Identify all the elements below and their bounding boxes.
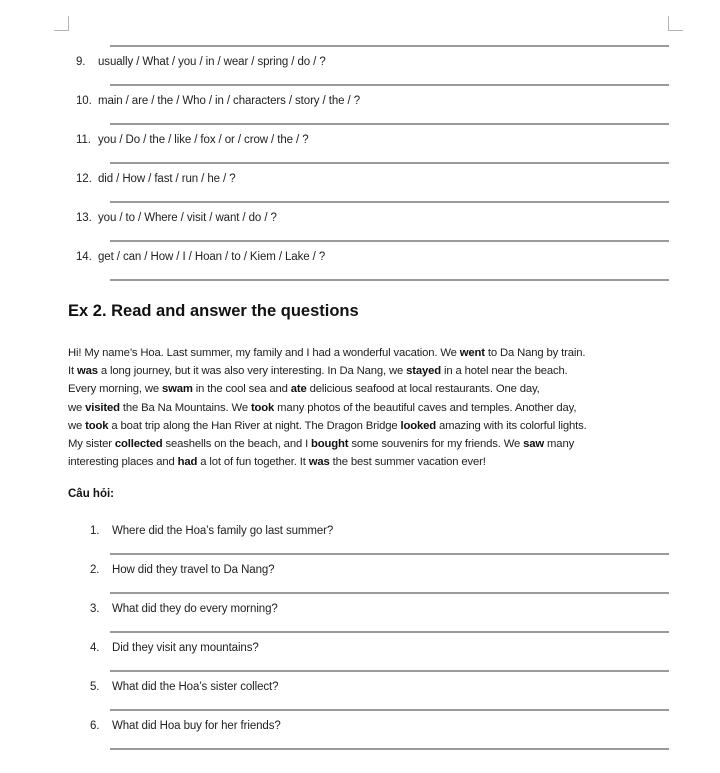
- question-item: [90, 564, 274, 576]
- question-number: 1.: [90, 525, 100, 537]
- passage-line: It was a long journey, but it was also very interesting. In Da Nang, we stayed in a hotel near the beach.: [68, 365, 568, 378]
- question-text: Did they visit any mountains?: [112, 642, 259, 654]
- question-number: 2.: [90, 564, 100, 576]
- question-text: usually / What / you / in / wear / spring / do / ?: [98, 56, 326, 68]
- question-text: How did they travel to Da Nang?: [112, 564, 275, 576]
- question-number: 6.: [90, 720, 100, 732]
- question-item: [90, 603, 278, 615]
- answer-line[interactable]: [110, 748, 669, 750]
- exercise-2-heading: Ex 2. Read and answer the questions: [68, 302, 359, 320]
- question-item: [90, 642, 259, 654]
- question-text: you / to / Where / visit / want / do / ?: [98, 212, 277, 224]
- page-corner-mark-left: [54, 16, 69, 31]
- question-item: [90, 525, 333, 537]
- question-text: What did Hoa buy for her friends?: [112, 720, 281, 732]
- answer-line[interactable]: [110, 123, 669, 125]
- question-number: 14.: [76, 251, 92, 263]
- answer-line[interactable]: [110, 84, 669, 86]
- question-number: 12.: [76, 173, 92, 185]
- question-text: Where did the Hoa’s family go last summer?: [112, 525, 334, 537]
- question-item: [76, 212, 277, 224]
- questions-label: Câu hỏi:: [68, 488, 114, 500]
- question-number: 5.: [90, 681, 100, 693]
- reading-passage: [68, 344, 673, 471]
- question-number: 9.: [76, 56, 86, 68]
- passage-line: interesting places and had a lot of fun together. It was the best summer vacation ever!: [68, 456, 486, 469]
- question-number: 13.: [76, 212, 92, 224]
- question-item: [76, 251, 325, 263]
- question-text: main / are / the / Who / in / characters / story / the / ?: [98, 95, 361, 107]
- question-item: [90, 681, 278, 693]
- question-item: [76, 134, 309, 146]
- answer-line[interactable]: [110, 45, 669, 47]
- question-item: [76, 173, 236, 185]
- question-number: 11.: [76, 134, 91, 146]
- question-text: What did the Hoa’s sister collect?: [112, 681, 279, 693]
- answer-line[interactable]: [110, 279, 669, 281]
- question-text: get / can / How / I / Hoan / to / Kiem / Lake / ?: [98, 251, 326, 263]
- answer-line[interactable]: [110, 592, 669, 594]
- passage-line: we took a boat trip along the Han River at night. The Dragon Bridge looked amazing with its colorful lights.: [68, 419, 587, 432]
- passage-line: My sister collected seashells on the beach, and I bought some souvenirs for my friends. We saw many: [68, 438, 575, 451]
- answer-line[interactable]: [110, 670, 669, 672]
- passage-line: we visited the Ba Na Mountains. We took many photos of the beautiful caves and temples. Another day,: [68, 401, 577, 414]
- question-number: 3.: [90, 603, 100, 615]
- question-item: [76, 95, 360, 107]
- answer-line[interactable]: [110, 240, 669, 242]
- question-text: did / How / fast / run / he / ?: [98, 173, 236, 185]
- answer-line[interactable]: [110, 709, 669, 711]
- question-item: [76, 56, 326, 68]
- answer-line[interactable]: [110, 631, 669, 633]
- question-number: 4.: [90, 642, 100, 654]
- answer-line[interactable]: [110, 162, 669, 164]
- answer-line[interactable]: [110, 553, 669, 555]
- question-text: What did they do every morning?: [112, 603, 278, 615]
- question-text: you / Do / the / like / fox / or / crow / the / ?: [98, 134, 309, 146]
- page-corner-mark-right: [668, 16, 683, 31]
- answer-line[interactable]: [110, 201, 669, 203]
- question-number: 10.: [76, 95, 92, 107]
- passage-line: Hi! My name’s Hoa. Last summer, my family and I had a wonderful vacation. We went to Da Nang by train.: [68, 347, 586, 359]
- question-item: [90, 720, 281, 732]
- passage-line: Every morning, we swam in the cool sea and ate delicious seafood at local restaurants. One day,: [68, 383, 540, 396]
